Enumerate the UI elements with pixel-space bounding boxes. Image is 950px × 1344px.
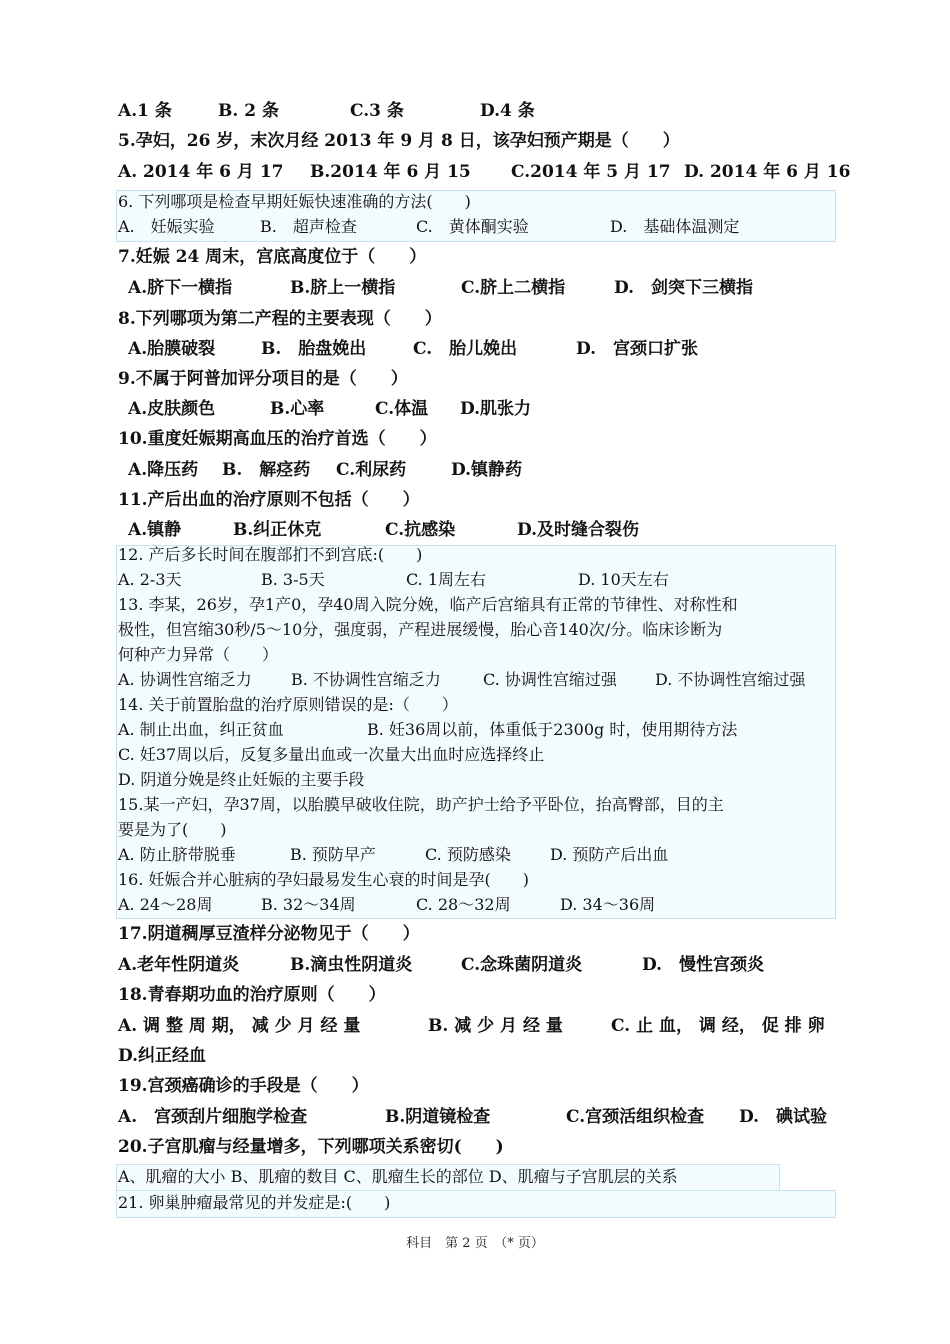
answer-option: D. 基础体温测定 [610,217,740,236]
answer-option: C. 胎儿娩出 [413,339,518,359]
answer-option: D. 剑突下三横指 [614,278,754,298]
answer-option: A.降压药 [128,460,199,480]
answer-option: C.宫颈活组织检查 [566,1107,705,1127]
answer-option: B. 3-5天 [261,570,325,589]
answer-option: A. 协调性宫缩乏力 [118,670,252,689]
answer-option: C. 1周左右 [406,570,487,589]
text-line: 极性，但宫缩30秒/5～10分，强度弱，产程进展缓慢，胎心音140次/分。临床诊断为 [118,620,723,639]
text-line: 5.孕妇，26 岁，末次月经 2013 年 9 月 8 日，该孕妇预产期是（ ） [118,131,680,151]
answer-option: B. 胎盘娩出 [261,339,367,359]
answer-option: A. 2-3天 [118,570,182,589]
answer-option: C. 止 血， 调 经， 促 排 卵 [611,1016,825,1036]
text-line: 11.产后出血的治疗原则不包括（ ） [118,490,420,510]
answer-option: B.2014 年 6 月 15 [310,162,471,182]
answer-option: D.肌张力 [460,399,532,419]
answer-option: A. 宫颈刮片细胞学检查 [118,1107,308,1127]
answer-option: C.脐上二横指 [461,278,566,298]
answer-option: C. 28～32周 [416,895,511,914]
answer-option: D. 不协调性宫缩过强 [655,670,806,689]
text-line: 14. 关于前置胎盘的治疗原则错误的是:（ ） [118,695,458,714]
page-footer: 科目 第 2 页 （* 页） [406,1236,544,1251]
text-line: 15.某一产妇，孕37周，以胎膜早破收住院，助产护士给予平卧位，抬高臀部，目的主 [118,795,724,814]
answer-option: B.阴道镜检查 [385,1107,491,1127]
text-line: 17.阴道稠厚豆渣样分泌物见于（ ） [118,924,420,944]
answer-option: D. 10天左右 [578,570,669,589]
answer-option: A.镇静 [128,520,182,540]
answer-option: C.3 条 [350,101,404,121]
text-line: 9.不属于阿普加评分项目的是（ ） [118,369,408,389]
answer-option: D. 预防产后出血 [550,845,669,864]
answer-option: D.及时缝合裂伤 [517,520,640,540]
text-line: C. 妊37周以后，反复多量出血或一次量大出血时应选择终止 [118,745,545,764]
answer-option: D. 碘试验 [739,1107,828,1127]
answer-option: B. 妊36周以前，体重低于2300g 时，使用期待方法 [367,720,738,739]
answer-option: D. 宫颈口扩张 [576,339,699,359]
text-line: 19.宫颈癌确诊的手段是（ ） [118,1076,369,1096]
text-line: 21. 卵巢肿瘤最常见的并发症是:( ) [118,1193,391,1212]
text-line: A、肌瘤的大小 B、肌瘤的数目 C、肌瘤生长的部位 D、肌瘤与子宫肌层的关系 [118,1167,678,1186]
text-line: 18.青春期功血的治疗原则（ ） [118,985,386,1005]
answer-option: A. 制止出血，纠正贫血 [118,720,284,739]
answer-option: A. 24～28周 [118,895,213,914]
text-line: 20.子宫肌瘤与经量增多，下列哪项关系密切( ) [118,1137,504,1157]
text-line: 要是为了( ) [118,820,227,839]
answer-option: B. 预防早产 [290,845,376,864]
answer-option: B.纠正休克 [233,520,322,540]
text-line: 何种产力异常（ ） [118,645,279,664]
answer-option: B. 减 少 月 经 量 [428,1016,563,1036]
answer-option: C. 黄体酮实验 [416,217,529,236]
answer-option: B.心率 [270,399,325,419]
answer-option: B. 2 条 [218,101,279,121]
answer-option: A.老年性阴道炎 [118,955,240,975]
text-line: 12. 产后多长时间在腹部扪不到宫底:( ) [118,545,423,564]
answer-option: C.2014 年 5 月 17 [511,162,671,182]
answer-option: B. 32～34周 [261,895,356,914]
answer-option: A.脐下一横指 [128,278,233,298]
answer-option: C. 协调性宫缩过强 [483,670,617,689]
answer-option: B.滴虫性阴道炎 [290,955,413,975]
text-line: D. 阴道分娩是终止妊娠的主要手段 [118,770,365,789]
answer-option: D.4 条 [480,101,535,121]
answer-option: B. 不协调性宫缩乏力 [291,670,441,689]
answer-option: D.镇静药 [451,460,523,480]
text-line: 6. 下列哪项是检查早期妊娠快速准确的方法( ) [118,192,471,211]
answer-option: D. 2014 年 6 月 16 [684,162,851,182]
text-line: D.纠正经血 [118,1046,207,1066]
answer-option: B. 解痉药 [222,460,311,480]
answer-option: C.利尿药 [336,460,407,480]
text-line: 10.重度妊娠期高血压的治疗首选（ ） [118,429,437,449]
text-line: 7.妊娠 24 周末，宫底高度位于（ ） [118,247,427,267]
answer-option: A.胎膜破裂 [128,339,216,359]
answer-option: B.脐上一横指 [290,278,396,298]
answer-option: C. 预防感染 [425,845,511,864]
answer-option: C.体温 [375,399,429,419]
answer-option: A.1 条 [118,101,172,121]
text-line: 13. 李某，26岁，孕1产0，孕40周入院分娩，临产后宫缩具有正常的节律性、对称性和 [118,595,738,614]
answer-option: A. 防止脐带脱垂 [118,845,236,864]
answer-option: A. 妊娠实验 [118,217,215,236]
answer-option: D. 慢性宫颈炎 [642,955,765,975]
text-line: 16. 妊娠合并心脏病的孕妇最易发生心衰的时间是孕( ) [118,870,530,889]
answer-option: B. 超声检查 [260,217,357,236]
answer-option: D. 34～36周 [560,895,656,914]
text-line: 8.下列哪项为第二产程的主要表现（ ） [118,309,442,329]
answer-option: C.抗感染 [385,520,456,540]
answer-option: A. 调 整 周 期， 减 少 月 经 量 [118,1016,361,1036]
answer-option: A. 2014 年 6 月 17 [118,162,284,182]
answer-option: C.念珠菌阴道炎 [461,955,583,975]
answer-option: A.皮肤颜色 [128,399,216,419]
